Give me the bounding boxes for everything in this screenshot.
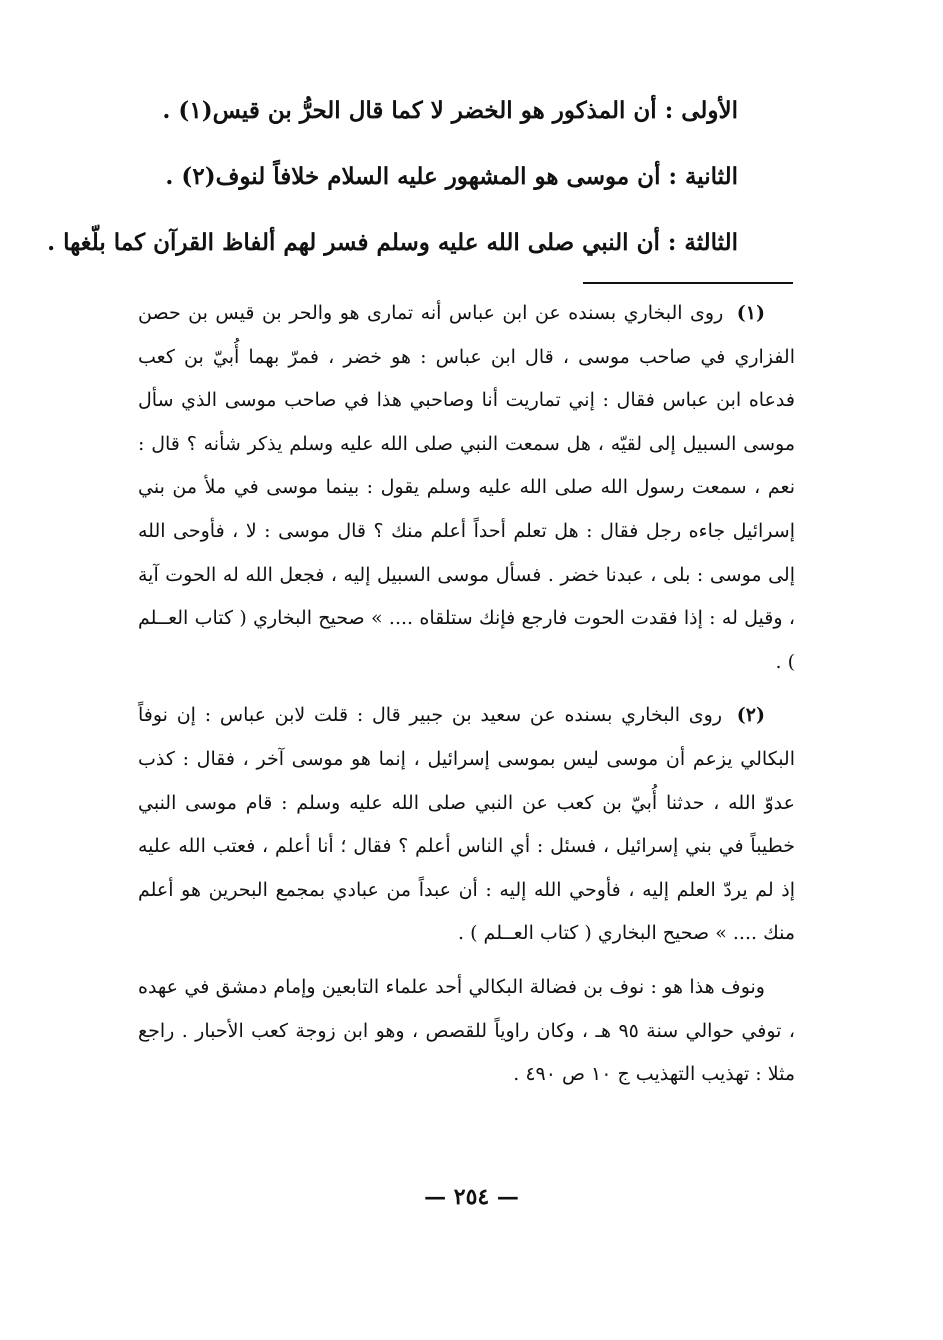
main-point-first: الأولى : أن المذكور هو الخضر لا كما قال الحرُّ بن قيس(١) . <box>162 97 738 124</box>
footnotes-section <box>138 292 795 1107</box>
closing-note: ونوف هذا هو : نوف بن فضالة البكالي أحد علماء التابعين وإمام دمشق في عهده ، توفي حوالي سنة ٩٥ هـ ، وكان راوياً للقصص ، وهو ابن زوجة كعب الأحبار . راجع مثلا : تهذيب التهذيب ج ١٠ ص ٤٩٠ . <box>138 975 795 1086</box>
footnote-2-marker: (٢) <box>736 704 765 727</box>
footnote-1-marker: (١) <box>736 302 765 324</box>
footnote-2-text: روى البخاري بسنده عن سعيد بن جبير قال : قلت لابن عباس : إن نوفاً البكالي يزعم أن موسى ليس بموسى إسرائيل ، إنما هو موسى آخر ، فقال : كذب عدوّ الله ، حدثنا أُبيّ بن كعب عن النبي صلى الله عليه وسلم : قام موسى النبي خطيباً في بني إسرائيل ، فسئل : أي الناس أعلم ؟ فقال ؛ أنا أعلم ، فعتب الله عليه إذ لم يردّ العلم إليه ، فأوحي الله إليه : أن عبداً من عبادي بمجمع البحرين هو أعلم منك .... » صحيح البخاري ( كتاب العــلم ) . <box>138 704 795 945</box>
main-points <box>47 92 738 290</box>
footnote-2 <box>138 694 795 956</box>
main-point-third: الثالثة : أن النبي صلى الله عليه وسلم فسر لهم ألفاظ القرآن كما بلّغها . <box>47 229 738 256</box>
footnote-1-text: روى البخاري بسنده عن ابن عباس أنه تمارى هو والحر بن قيس بن حصن الفزاري في صاحب موسى ، قال ابن عباس : هو خضر ، فمرّ بهما أُبيّ بن كعب فدعاه ابن عباس فقال : إني تماريت أنا وصاحبي هذا في صاحب موسى الذي سأل موسى السبيل إلى لقيّه ، هل سمعت النبي صلى الله عليه وسلم يذكر شأنه ؟ قال : نعم ، سمعت رسول الله صلى الله عليه وسلم يقول : بينما موسى في ملأ من بني إسرائيل جاءه رجل فقال : هل تعلم أحداً أعلم منك ؟ قال موسى : لا ، فأوحى الله إلى موسى : بلى ، عبدنا خضر . فسأل موسى السبيل إليه ، فجعل الله له الحوت آية ، وقيل له : إذا فقدت الحوت فارجع فإنك ستلقاه .... » صحيح البخاري ( كتاب العــلم ) . <box>138 302 795 673</box>
main-point-second: الثانية : أن موسى هو المشهور عليه السلام خلافاً لنوف(٢) . <box>165 163 738 190</box>
page-number: — ٢٥٤ — <box>424 1184 519 1210</box>
footnote-separator <box>583 282 793 284</box>
footnote-1 <box>138 292 795 684</box>
